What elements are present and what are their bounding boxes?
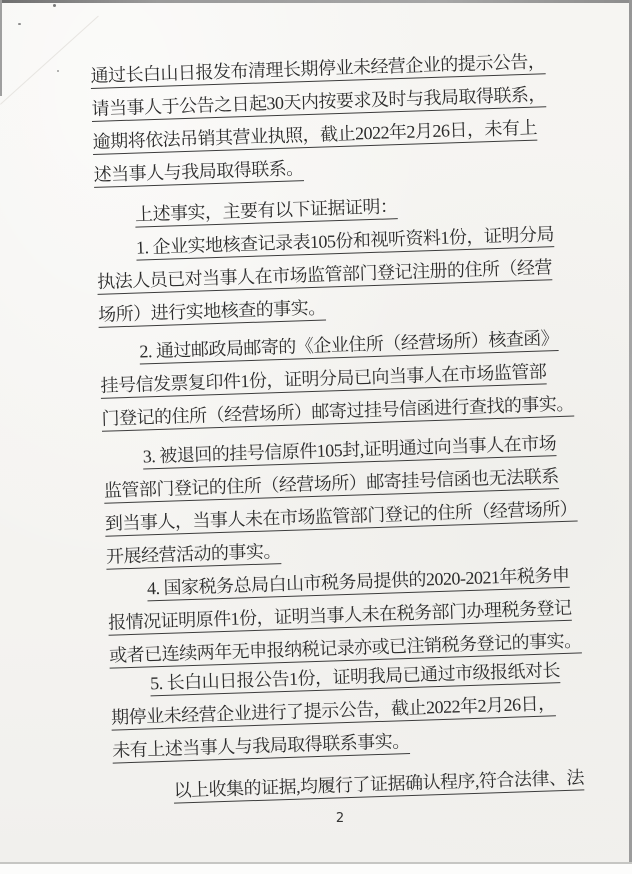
text-line: 开展经营活动的事实。 — [105, 541, 282, 567]
text-line: 逾期将依法吊销其营业执照，截止2022年2月26日，未有上 — [92, 117, 538, 152]
scan-background — [0, 864, 632, 874]
paragraph — [113, 761, 598, 810]
scan-speck — [53, 4, 56, 7]
fold-crease — [0, 16, 99, 105]
paragraph — [96, 217, 583, 332]
text-line: 报情况证明原件1份，证明当事人未在税务部门办理税务登记 — [107, 597, 572, 633]
text-line: 1. 企业实地核查记录表105份和视听资料1份，证明分局 — [135, 224, 555, 258]
text-line: 监管部门登记的住所（经营场所）邮寄挂号信函也无法联系 — [103, 466, 559, 501]
text-line: 通过长白山日报发布清理长期停业未经营企业的提示公告， — [90, 51, 546, 86]
paragraph — [90, 44, 578, 192]
text-line: 期停业未经营企业进行了提示公告，截止2022年2月26日， — [110, 693, 556, 728]
text-line: 请当事人于公告之日起30天内按要求及时与我局取得联系， — [91, 84, 547, 119]
scan-speck — [57, 70, 59, 72]
text-line: 5. 长白山日报公告1份，证明我局已通过市级报纸对长 — [149, 660, 561, 694]
text-line: 以上收集的证据,均履行了证据确认程序,符合法律、法 — [173, 767, 585, 801]
scan-edge-left — [0, 0, 2, 96]
text-line: 到当事人，当事人未在市场监管部门登记的住所（经营场所） — [104, 498, 578, 534]
paragraph — [102, 426, 590, 574]
text-line: 未有上述当事人与我局取得联系事实。 — [111, 731, 410, 761]
text-line: 挂号信发票复印件1份，证明分局已向当事人在市场监管部 — [100, 361, 547, 396]
text-line: 门登记的住所（经营场所）邮寄过挂号信函进行查找的事实。 — [101, 393, 575, 429]
text-line: 4. 国家税务总局白山市税务局提供的2020-2021年税务申 — [146, 564, 570, 599]
page-number: 2 — [335, 811, 345, 826]
text-line: 2. 通过邮政局邮寄的《企业住所（经营场所）核查函》 — [139, 328, 559, 362]
text-line: 执法人员已对当事人在市场监管部门登记注册的住所（经营 — [96, 257, 553, 292]
text-line: 或者已连续两年无申报纳税记录亦或已注销税务登记的事实。 — [108, 630, 582, 666]
paragraph — [110, 653, 597, 768]
document-body — [90, 44, 598, 809]
text-line: 上述事实，主要有以下证据证明： — [134, 196, 398, 225]
text-line: 场所）进行实地核查的事实。 — [97, 297, 326, 325]
paragraph — [99, 321, 586, 436]
text-line: 3. 被退回的挂号信原件105封,证明通过向当事人在市场 — [142, 433, 557, 467]
scan-speck — [18, 23, 21, 25]
scan-edge-top — [0, 0, 632, 3]
text-line: 述当事人与我局取得联系。 — [93, 158, 304, 185]
